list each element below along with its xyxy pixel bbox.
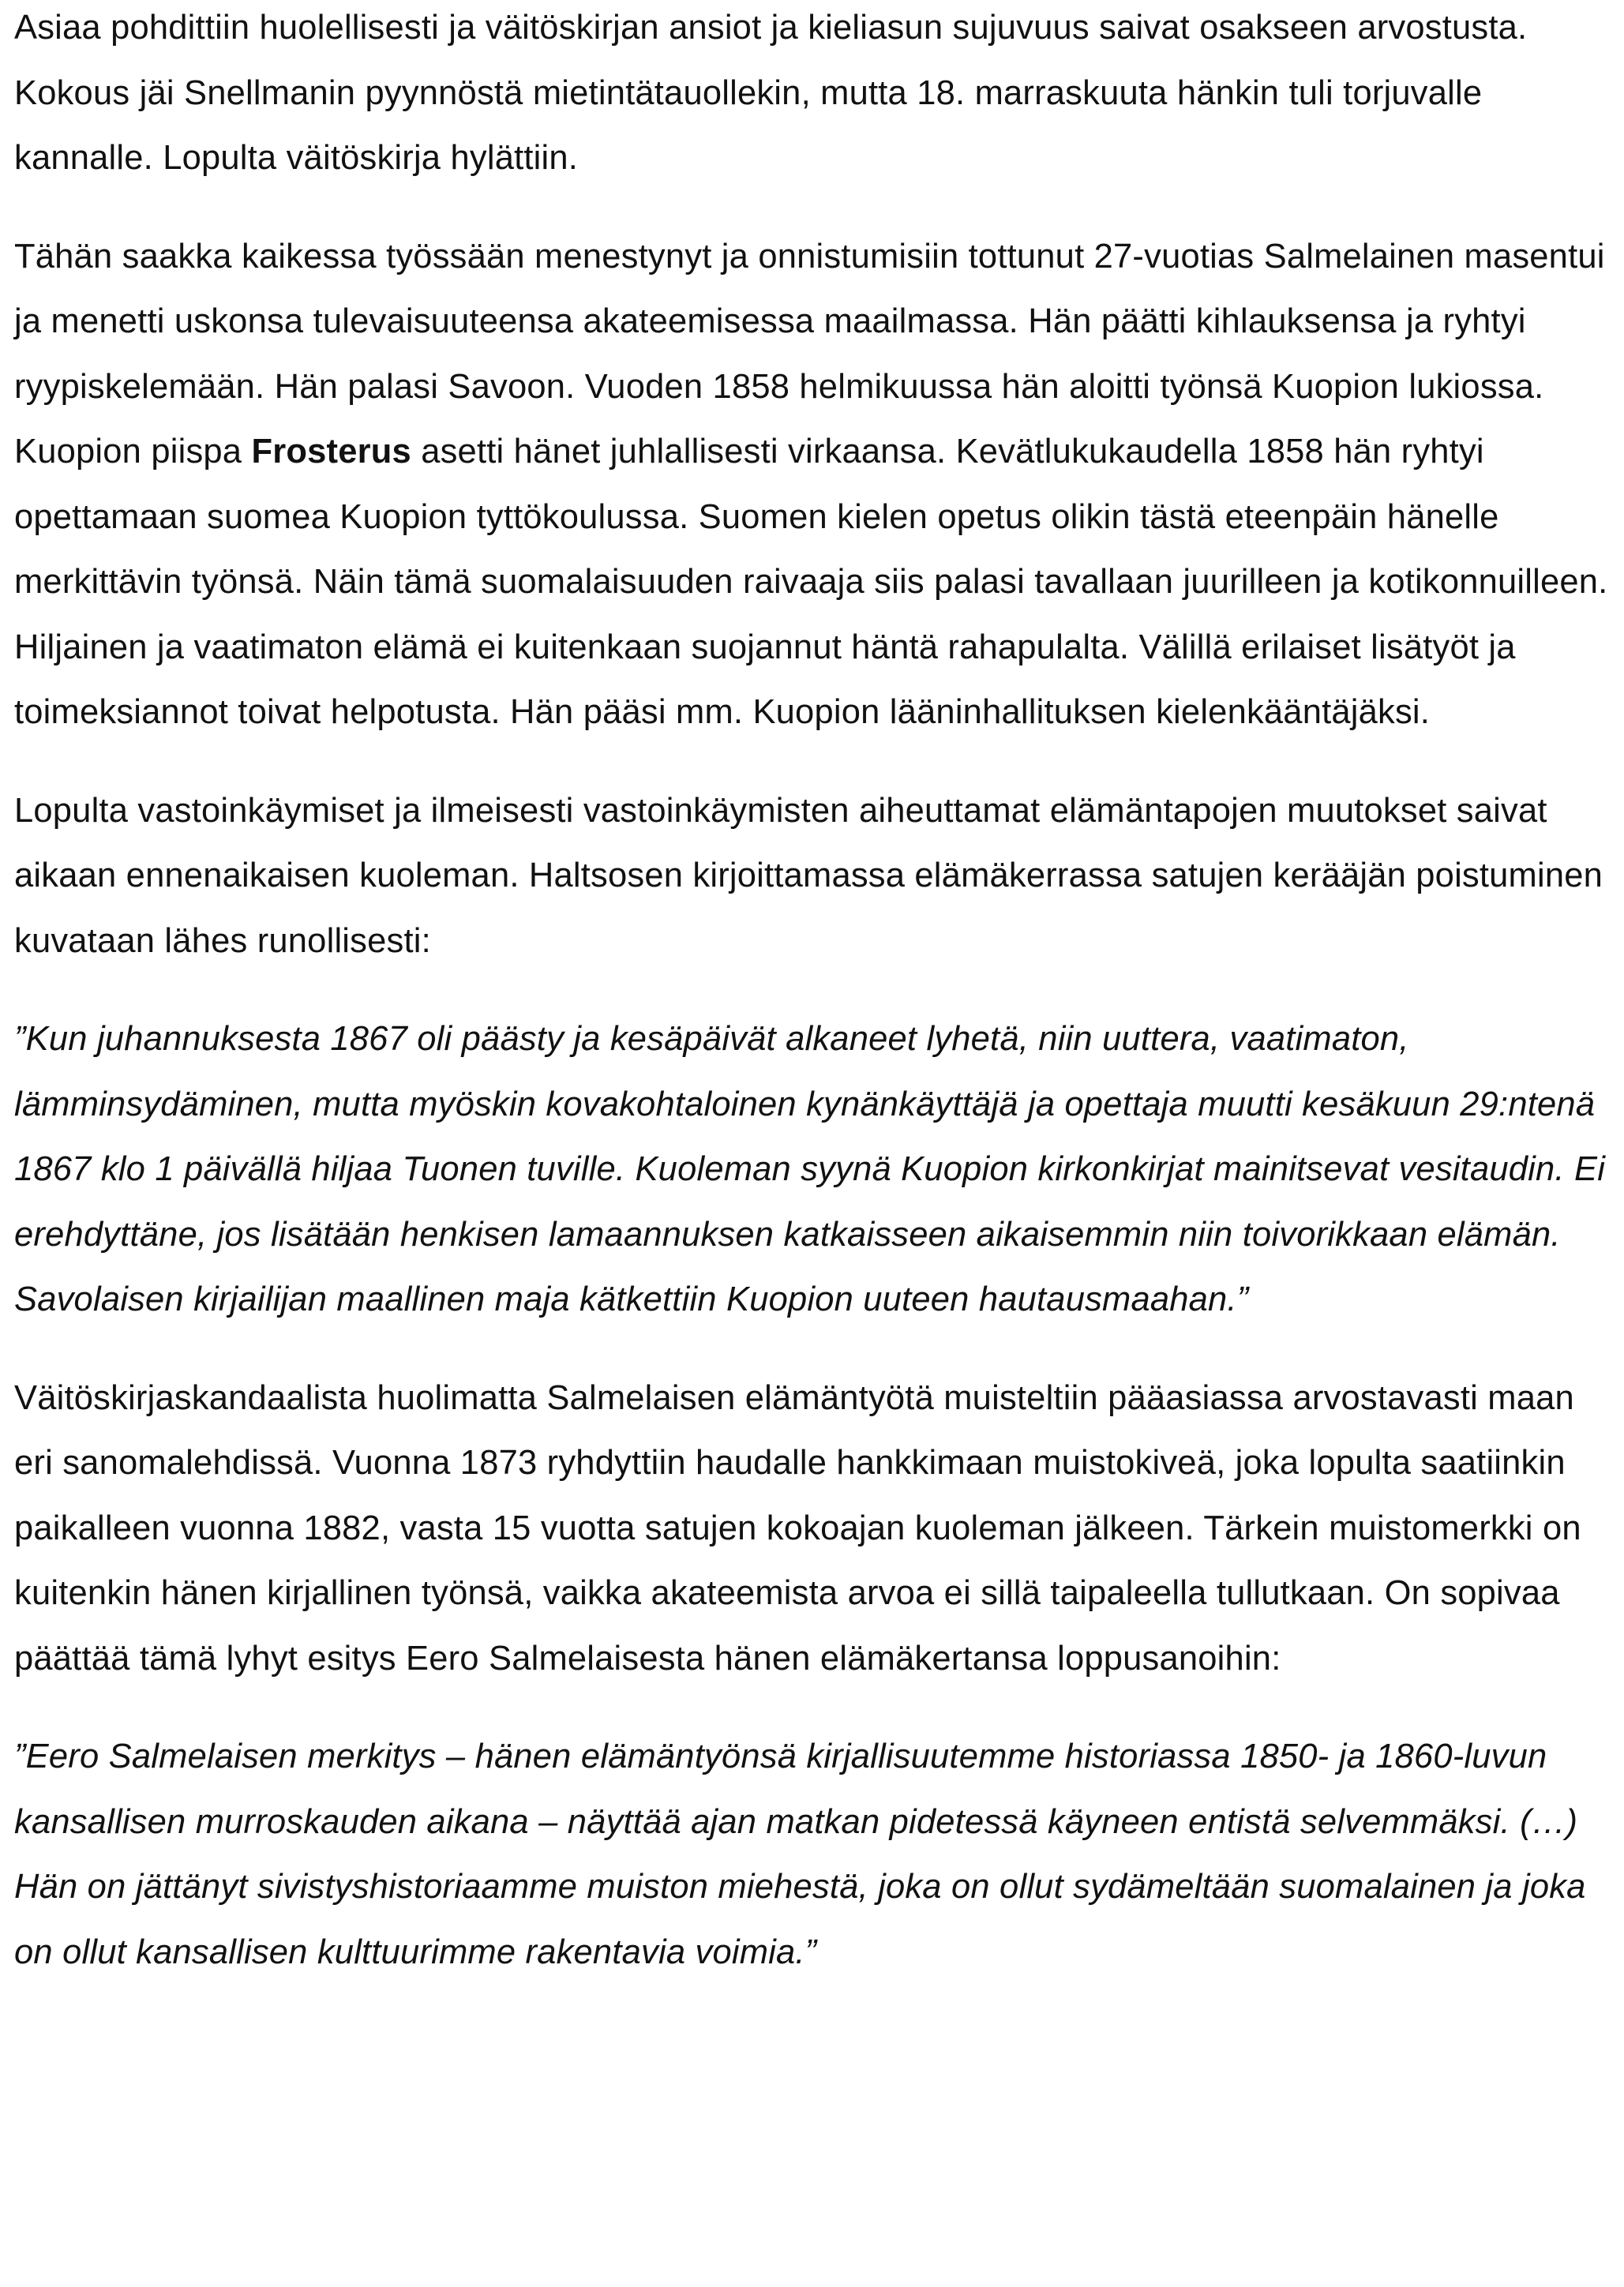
paragraph-text-before: Tähän saakka kaikessa työssään menestynyt ja onnistumisiin tottunut 27-vuotias Salmelainen masentui ja menetti uskonsa tulevaisuuteensa akateemisessa maailmassa. Hän päätti kihlauksensa ja ryhtyi ryypiskelemään. Hän palasi Savoon. Vuoden 1858 helmikuussa hän aloitti työnsä Kuopion lukiossa. Kuopion piispa — [14, 237, 1605, 471]
paragraph-text-after: asetti hänet juhlallisesti virkaansa. Kevätlukukaudella 1858 hän ryhtyi opettamaan suomea Kuopion tyttökoulussa. Suomen kielen opetus olikin tästä eteenpäin hänelle merkittävin työnsä. Näin tämä suomalaisuuden raivaaja siis palasi tavallaan juurilleen ja kotikonnuilleen. Hiljainen ja vaatimaton elämä ei kuitenkaan suojannut häntä rahapulalta. Välillä erilaiset lisätyöt ja toimeksiannot toivat helpotusta. Hän pääsi mm. Kuopion lääninhallituksen kielenkääntäjäksi. — [14, 433, 1608, 731]
paragraph-dissertation-rejected: Asiaa pohdittiin huolellisesti ja väitöskirjan ansiot ja kieliasun sujuvuus saivat osakseen arvostusta. Kokous jäi Snellmanin pyynnöstä mietintätauollekin, mutta 18. marraskuuta hänkin tuli torjuvalle kannalle. Lopulta väitöskirja hylättiin. — [14, 9, 1528, 177]
document-page — [14, 0, 1613, 2018]
paragraph-remembrance: Väitöskirjaskandaalista huolimatta Salmelaisen elämäntyötä muisteltiin pääasiassa arvostavasti maan eri sanomalehdissä. Vuonna 1873 ryhdyttiin haudalle hankkimaan muistokiveä, joka lopulta saatiinkin paikalleen vuonna 1882, vasta 15 vuotta satujen kokoajan kuoleman jälkeen. Tärkein muistomerkki on kuitenkin hänen kirjallinen työnsä, vaikka akateemista arvoa ei sillä taipaleella tullutkaan. On sopivaa päättää tämä lyhyt esitys Eero Salmelaisesta hänen elämäkertansa loppusanoihin: — [14, 1378, 1581, 1678]
quote-death-description: ”Kun juhannuksesta 1867 oli päästy ja kesäpäivät alkaneet lyhetä, niin uuttera, vaatimaton, lämminsydäminen, mutta myöskin kovakohtaloinen kynänkäyttäjä ja opettaja muutti kesäkuun 29:ntenä 1867 klo 1 päivällä hiljaa Tuonen tuville. Kuoleman syynä Kuopion kirkonkirjat mainitsevat vesitaudin. Ei erehdyttäne, jos lisätään henkisen lamaannuksen katkaisseen aikaisemmin niin toivorikkaan elämän. Savolaisen kirjailijan maallinen maja kätkettiin Kuopion uuteen hautausmaahan.” — [14, 1020, 1606, 1318]
quote-closing-words: ”Eero Salmelaisen merkitys – hänen elämäntyönsä kirjallisuutemme historiassa 1850- ja 1860-luvun kansallisen murroskauden aikana – näyttää ajan matkan pidetessä käyneen entistä selvemmäksi. (…) Hän on jättänyt sivistyshistoriaamme muiston miehestä, joka on ollut sydämeltään suomalainen ja joka on ollut kansallisen kulttuurimme rakentavia voimia.” — [14, 1738, 1586, 1971]
bold-name-frosterus: Frosterus — [251, 433, 411, 471]
paragraph-early-death: Lopulta vastoinkäymiset ja ilmeisesti vastoinkäymisten aiheuttamat elämäntapojen muutokset saivat aikaan ennenaikaisen kuoleman. Haltsosen kirjoittamassa elämäkerrassa satujen kerääjän poistuminen kuvataan lähes runollisesti: — [14, 791, 1603, 960]
paragraph-return-to-savo — [14, 224, 1613, 745]
